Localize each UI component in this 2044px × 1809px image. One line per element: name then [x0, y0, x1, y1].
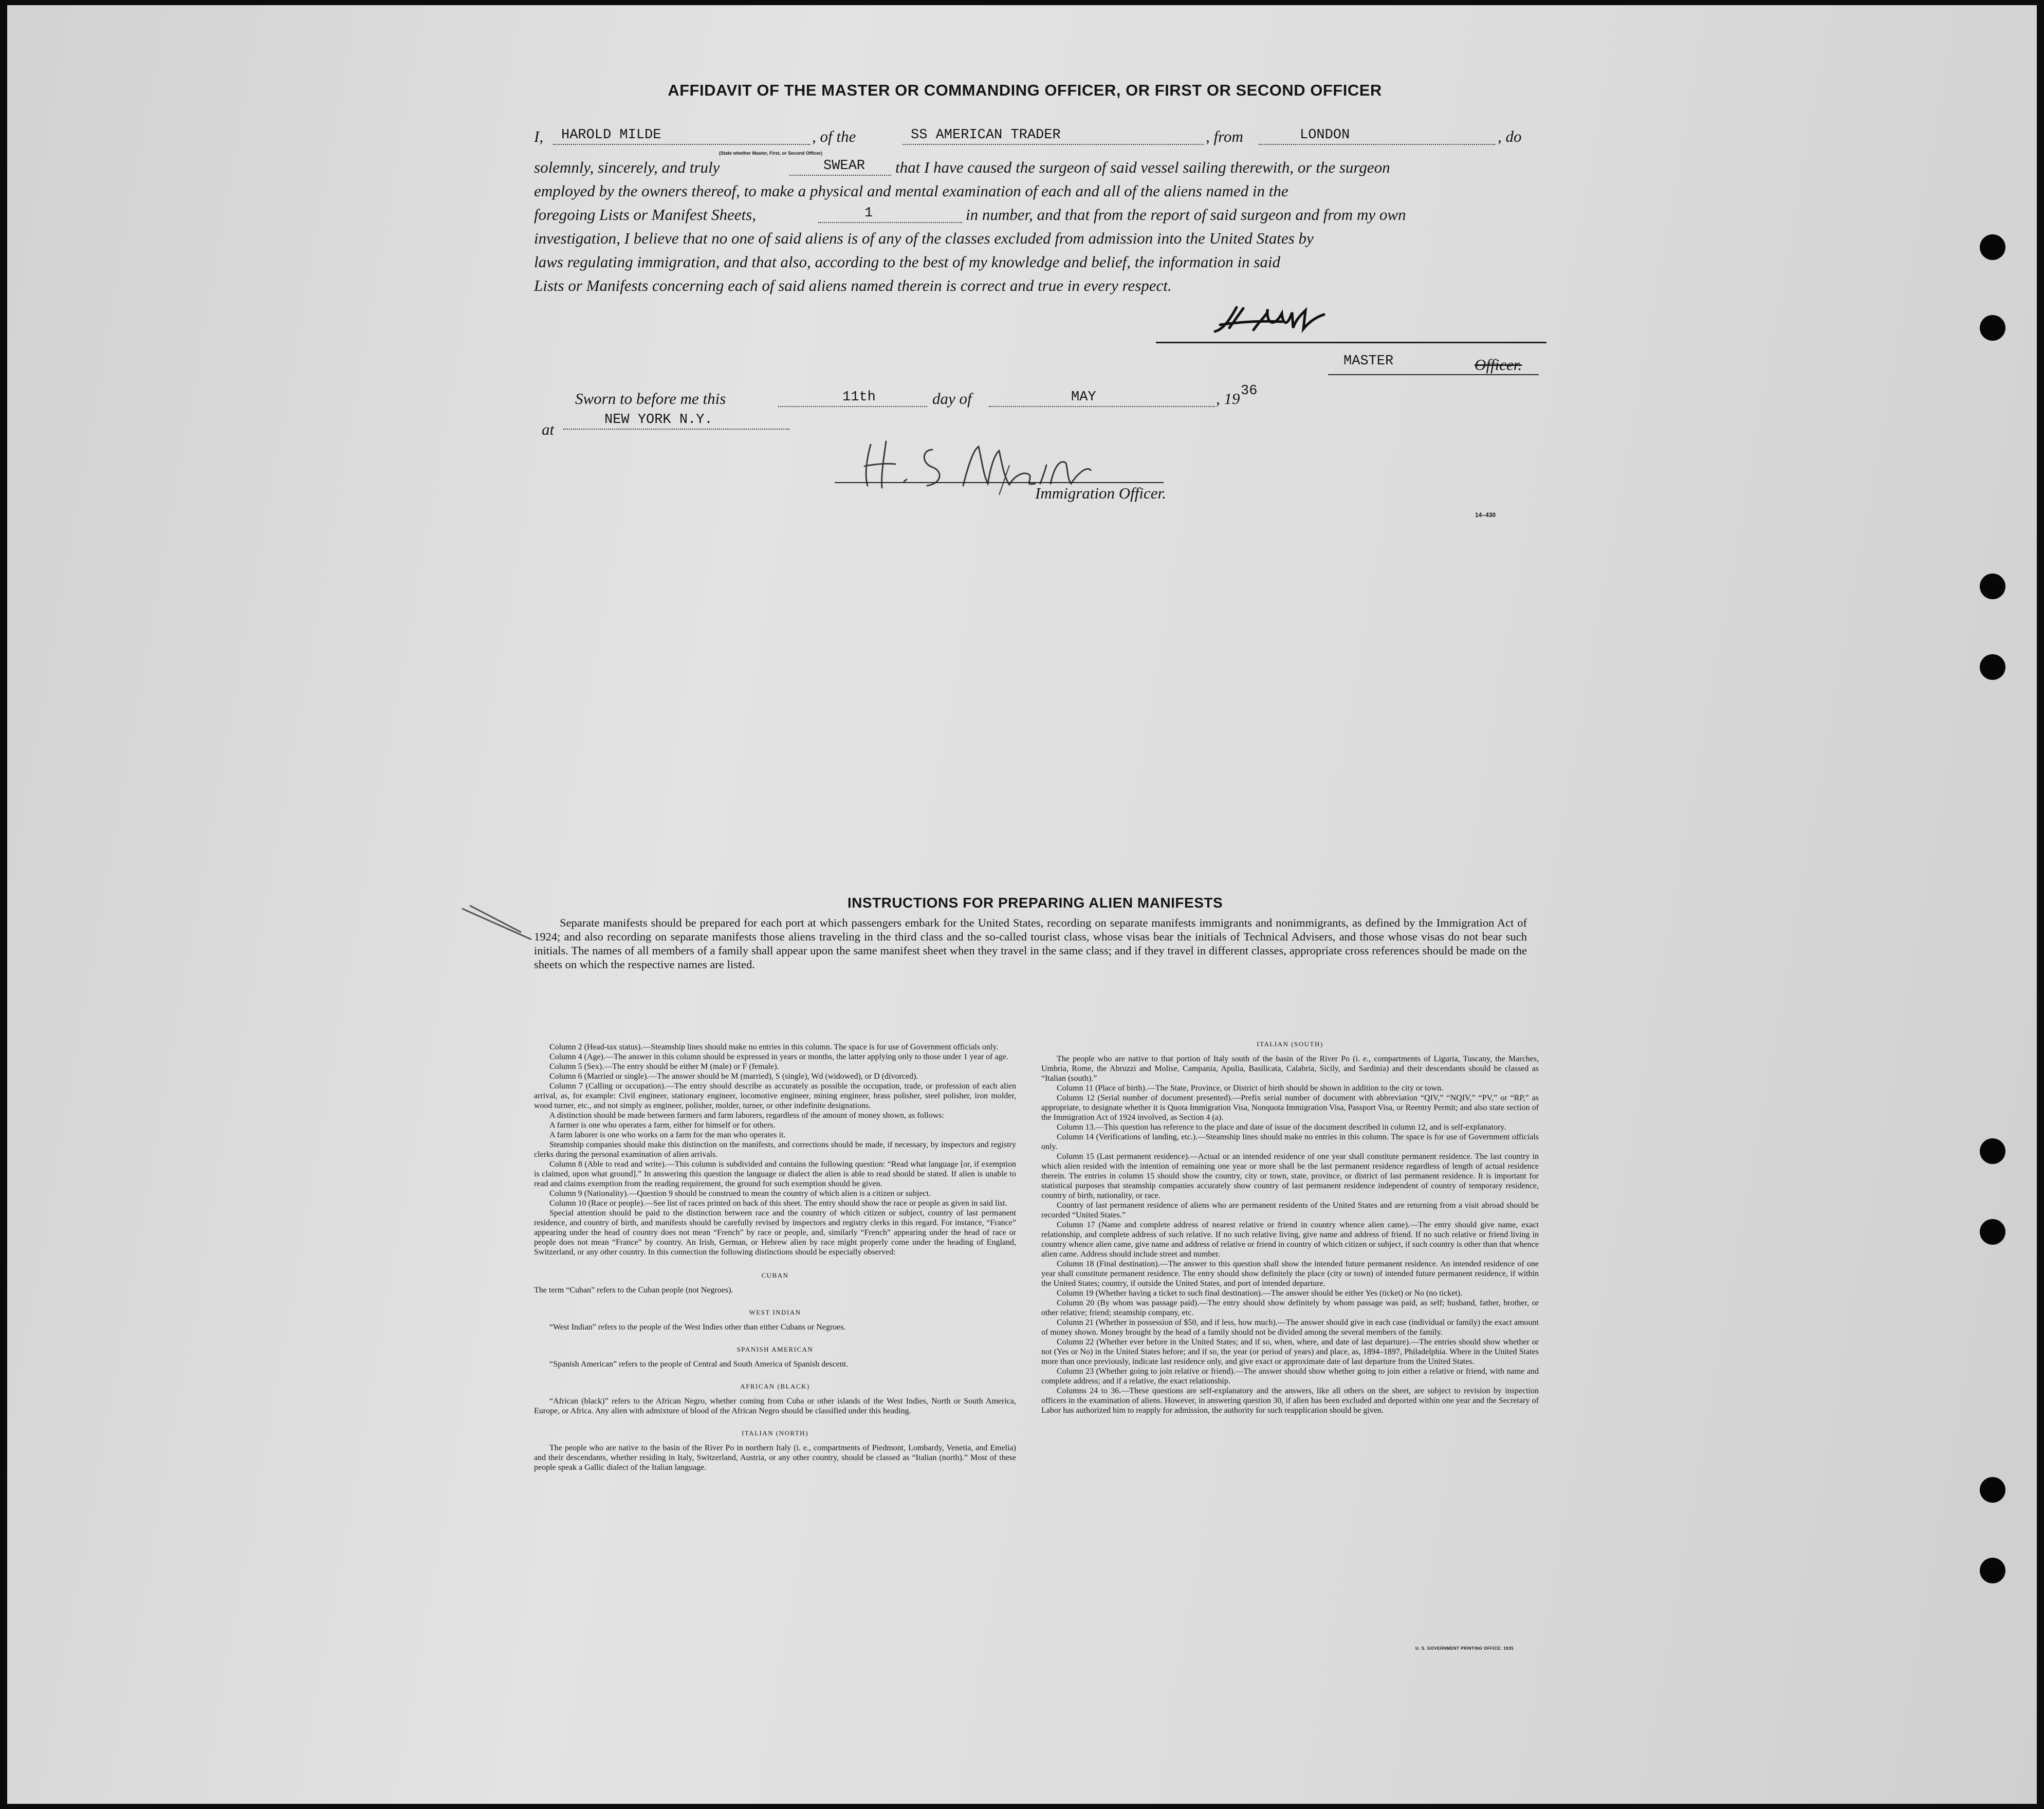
sheet-count-field[interactable]: 1	[818, 205, 962, 223]
right-para-8: Column 17 (Name and complete address of nearest relative or friend in country whence alien came).—The entry should give name, exact relationship, and complete address of such relative. If no such relative living, give name and address of friend. If no such relative or friend living in country whence alien came, give name and address of relative or friend in country of which citizen or subject, if such country is other than that whence alien came. Address should include street and number.	[1041, 1221, 1539, 1259]
west-indian-text: “West Indian” refers to the people of the West Indies other than either Cubans or Negroes.	[549, 1323, 846, 1332]
heading-african: AFRICAN (BLACK)	[740, 1382, 810, 1390]
left-para-11: Column 9 (Nationality).—Question 9 should be construed to mean the country of which alien is a citizen or subject.	[549, 1189, 931, 1198]
binder-hole-4	[1980, 654, 2005, 680]
printer-imprint: U. S. GOVERNMENT PRINTING OFFICE: 1935	[1415, 1646, 1514, 1651]
left-para-13: Special attention should be paid to the distinction between race and the country of which citizen or subject, country of last permanent residence, and country of birth, and manifests should be carefully revised by inspectors and registry clerks in this regard. For instance, “France” appearing under the head of country does not mean “French” by race or people, and, similarly “French” appearing under the head of race or people does not mean “France” by country. An Irish, German, or Hebrew alien by race might properly come under the heading of England, Switzerland, or any other country. In this connection the following distinctions should be especially observed:	[534, 1209, 1016, 1257]
master-signature-line	[1156, 342, 1546, 343]
affidavit-line2-rest: that I have caused the surgeon of said vessel sailing therewith, or the surgeon	[895, 158, 1390, 176]
sworn-text: Sworn to before me this	[575, 390, 726, 408]
right-para-15: Columns 24 to 36.—These questions are self-explanatory and the answers, like all others on the sheet, are subject to revision by inspection officers in the examination of aliens. However, in answering question 30, if alien has been excluded and deported within one year and the Secretary of Labor has authorized him to reapply for admission, the authority for such reapplication should be given.	[1041, 1387, 1539, 1415]
right-para-4: Column 13.—This question has reference to the place and date of issue of the document described in column 12, and is self-explanatory.	[1057, 1123, 1506, 1132]
binder-hole-2	[1980, 315, 2005, 341]
right-para-5: Column 14 (Verifications of landing, etc.).—Steamship lines should make no entries in this column. The space is for use of Government officials only.	[1041, 1133, 1539, 1151]
binder-hole-5	[1980, 1138, 2005, 1164]
affidavit-line4-rest: in number, and that from the report of said surgeon and from my own	[966, 206, 1406, 224]
manifest-sheet	[7, 5, 2037, 1804]
binder-hole-7	[1980, 1477, 2005, 1503]
right-para-9: Column 18 (Final destination).—The answer to this question shall show the intended future permanent residence. An intended residence of one year shall constitute permanent residence. The entry should show definitely the place (city or town) of intended future permanent residence, if within the United States; country, if outside the United States, and port of intended departure.	[1041, 1260, 1539, 1288]
left-para-2: Column 4 (Age).—The answer in this column should be expressed in years or months, the latter applying only to those under 1 year of age.	[549, 1053, 1008, 1061]
instructions-right-column	[1041, 1042, 1539, 1415]
sworn-day-of: day of	[932, 390, 972, 408]
right-para-14: Column 23 (Whether going to join relative or friend).—The answer should show whether going to join either a relative or friend, with name and complete address; and if a relative, the exact relationship.	[1041, 1367, 1539, 1386]
instructions-title: INSTRUCTIONS FOR PREPARING ALIEN MANIFESTS	[847, 895, 1223, 911]
right-para-6: Column 15 (Last permanent residence).—Actual or an intended residence of one year shall constitute permanent residence. The last country in which alien resided with the intention of remaining one year or more shall be the last permanent residence regardless of length of actual residence therein. The entries in column 15 should show the country, city or town, state, province, or district of last permanent residence. It is important for statistical purposes that steamship companies accurately show country of last permanent residence independent of country of temporary residence, country of birth, nationality, or race.	[1041, 1152, 1539, 1200]
left-para-6: A distinction should be made between farmers and farm laborers, regardless of the amount of money shown, as follows:	[549, 1111, 944, 1120]
binder-hole-8	[1980, 1558, 2005, 1583]
officer-signature-text	[932, 457, 935, 458]
immigration-officer-title: Immigration Officer.	[1035, 484, 1166, 502]
ship-name-field[interactable]: SS AMERICAN TRADER	[903, 126, 1204, 145]
officer-signature-line	[835, 482, 1164, 483]
left-para-4: Column 6 (Married or single).—The answer should be M (married), S (single), Wd (widowed), or D (divorced).	[549, 1072, 918, 1081]
affidavit-of-the: , of the	[812, 127, 856, 145]
affidavit-line3: employed by the owners thereof, to make a physical and mental examination of each and all of the aliens named in the	[534, 182, 1288, 200]
heading-italian-south: ITALIAN (SOUTH)	[1257, 1040, 1323, 1048]
left-para-9: Steamship companies should make this distinction on the manifests, and corrections should be made, if necessary, by inspectors and registry clerks during the personal examination of alien arrivals.	[534, 1140, 1016, 1159]
master-name-field[interactable]: HAROLD MILDE	[553, 126, 810, 145]
master-signature	[1205, 303, 1410, 344]
rank-note: (State whether Master, First, or Second Officer)	[719, 151, 823, 156]
binder-hole-1	[1980, 234, 2005, 260]
right-para-11: Column 20 (By whom was passage paid).—The entry should show definitely by whom passage was paid, as self; husband, father, brother, or other relative; friend; steamship company, etc.	[1041, 1299, 1539, 1317]
spanish-american-text: “Spanish American” refers to the people of Central and South America of Spanish descent.	[549, 1360, 849, 1369]
sworn-year-prefix: , 19	[1216, 390, 1240, 408]
right-para-10: Column 19 (Whether having a ticket to such final destination).—The answer should be either Yes (ticket) or No (no ticket).	[1057, 1289, 1463, 1298]
sworn-at: at	[542, 420, 555, 438]
sworn-month-field[interactable]: MAY	[989, 389, 1215, 407]
rank-underline	[1328, 374, 1539, 375]
right-para-1: The people who are native to that portion of Italy south of the basin of the River Po (i. e., compartments of Liguria, Tuscany, the Marches, Umbria, Rome, the Abruzzi and Molise, Campania, Apulia, Basilicata, Calabria, Sicily, and Sardinia) and their descendants should be classed as “Italian (south).”	[1041, 1055, 1539, 1083]
sworn-day-field[interactable]: 11th	[778, 389, 927, 407]
right-para-12: Column 21 (Whether in possession of $50, and if less, how much).—The answer should give in each case (individual or family) the exact amount of money shown. Money brought by the head of a family should not be divided among the several members of the family.	[1041, 1318, 1539, 1337]
affidavit-line2: solemnly, sincerely, and truly	[534, 158, 720, 176]
left-para-1: Column 2 (Head-tax status).—Steamship lines should make no entries in this column. The space is for use of Government officials only.	[549, 1043, 999, 1051]
affidavit-do: , do	[1498, 127, 1522, 145]
instructions-left-column	[534, 1042, 1016, 1472]
affidavit-title: AFFIDAVIT OF THE MASTER OR COMMANDING OFFICER, OR FIRST OR SECOND OFFICER	[668, 81, 1382, 99]
right-para-2: Column 11 (Place of birth).—The State, Province, or District of birth should be shown in addition to the city or town.	[1057, 1084, 1444, 1093]
left-para-7: A farmer is one who operates a farm, either for himself or for others.	[549, 1121, 776, 1130]
left-para-5: Column 7 (Calling or occupation).—The entry should describe as accurately as possible the occupation, trade, or profession of each alien arrival, as, for example: Civil engineer, stationary engineer, locomotive engineer, mining engineer, brass polisher, steel polisher, iron molder, wood turner, etc., and not simply as engineer, polisher, molder, turner, or other indefinite designations.	[534, 1082, 1016, 1110]
sworn-place-field[interactable]: NEW YORK N.Y.	[563, 411, 789, 430]
sworn-year[interactable]: 36	[1241, 383, 1258, 399]
heading-west-indian: WEST INDIAN	[749, 1308, 801, 1316]
form-number: 14–430	[1475, 511, 1496, 519]
affidavit-from: , from	[1206, 127, 1243, 145]
affidavit-line4: foregoing Lists or Manifest Sheets,	[534, 206, 756, 224]
cuban-text: The term “Cuban” refers to the Cuban people (not Negroes).	[534, 1286, 733, 1295]
oath-field[interactable]: SWEAR	[789, 157, 891, 176]
right-para-7: Country of last permanent residence of aliens who are permanent residents of the United States and are returning from a visit abroad should be recorded “United States.”	[1041, 1201, 1539, 1220]
affidavit-line6: laws regulating immigration, and that also, according to the best of my knowledge and belief, the information in said	[534, 253, 1281, 271]
officer-struck: Officer.	[1475, 356, 1522, 374]
affidavit-i: I,	[534, 127, 544, 145]
master-signature-scribble	[1205, 303, 1410, 344]
heading-spanish-american: SPANISH AMERICAN	[736, 1345, 814, 1353]
left-para-10: Column 8 (Able to read and write).—This column is subdivided and contains the following question: “Read what language [or, if exemption is claimed, upon what ground].” In answering this question the language or dialect the alien is able to read should be stated. If alien is unable to read and claims exemption from the reading requirement, the ground for such exemption should be given.	[534, 1160, 1016, 1188]
left-para-12: Column 10 (Race or people).—See list of races printed on back of this sheet. The entry should show the race or people as given in said list.	[549, 1199, 1007, 1208]
binder-hole-6	[1980, 1219, 2005, 1245]
right-para-13: Column 22 (Whether ever before in the United States; and if so, when, where, and date of last departure).—The entries should show whether or not (Yes or No) in the United States before; and if so, the year (or period of years) and place, as, 1894–1897, Philadelphia. Where in the United States more than once previously, indicate last residence only, and give exact or approximate date of last departure from the United States.	[1041, 1338, 1539, 1366]
left-para-8: A farm laborer is one who works on a farm for the man who operates it.	[549, 1131, 786, 1139]
african-text: “African (black)” refers to the African Negro, whether coming from Cuba or other islands of the West Indies, North or South America, Europe, or Africa. Any alien with admixture of blood of the African Negro should be classified under this heading.	[534, 1397, 1016, 1415]
affidavit-line7: Lists or Manifests concerning each of said aliens named therein is correct and true in every respect.	[534, 276, 1172, 294]
italian-north-text: The people who are native to the basin of the River Po in northern Italy (i. e., compartments of Piedmont, Lombardy, Venetia, and Emelia) and their descendants, whether residing in Italy, Switzerland, Austria, or any other country, should be classed as “Italian (north).” Most of these people speak a Gallic dialect of the Italian language.	[534, 1444, 1016, 1472]
affidavit-line5: investigation, I believe that no one of said aliens is of any of the classes excluded from admission into the United States by	[534, 229, 1314, 247]
binder-hole-3	[1980, 574, 2005, 599]
port-field[interactable]: LONDON	[1259, 126, 1495, 145]
right-para-3: Column 12 (Serial number of document presented).—Prefix serial number of document with abbreviation “QIV,” “NQIV,” “PV,” or “RP,” as appropriate, to designate whether it is Quota Immigration Visa, Nonquota Immigration Visa, Passport Visa, or Reentry Permit; and also state section of the Immigration Act of 1924 involved, as Section 4 (a).	[1041, 1094, 1539, 1122]
left-para-3: Column 5 (Sex).—The entry should be either M (male) or F (female).	[549, 1062, 779, 1071]
master-rank: MASTER	[1343, 354, 1394, 369]
heading-italian-north: ITALIAN (NORTH)	[741, 1429, 809, 1437]
heading-cuban: CUBAN	[761, 1271, 789, 1279]
instructions-intro: Separate manifests should be prepared for each port at which passengers embark for the United States, recording on separate manifests immigrants and nonimmigrants, as defined by the Immigration Act of 1924; and also recording on separate manifests those aliens traveling in the third class and the so-called tourist class, whose visas bear the initials of Technical Advisers, and those whose visas do not bear such initials. The names of all members of a family shall appear upon the same manifest sheet when they travel in the same class; and if they travel in different classes, appropriate cross references should be made on the sheets on which the respective names are listed.	[534, 916, 1527, 971]
